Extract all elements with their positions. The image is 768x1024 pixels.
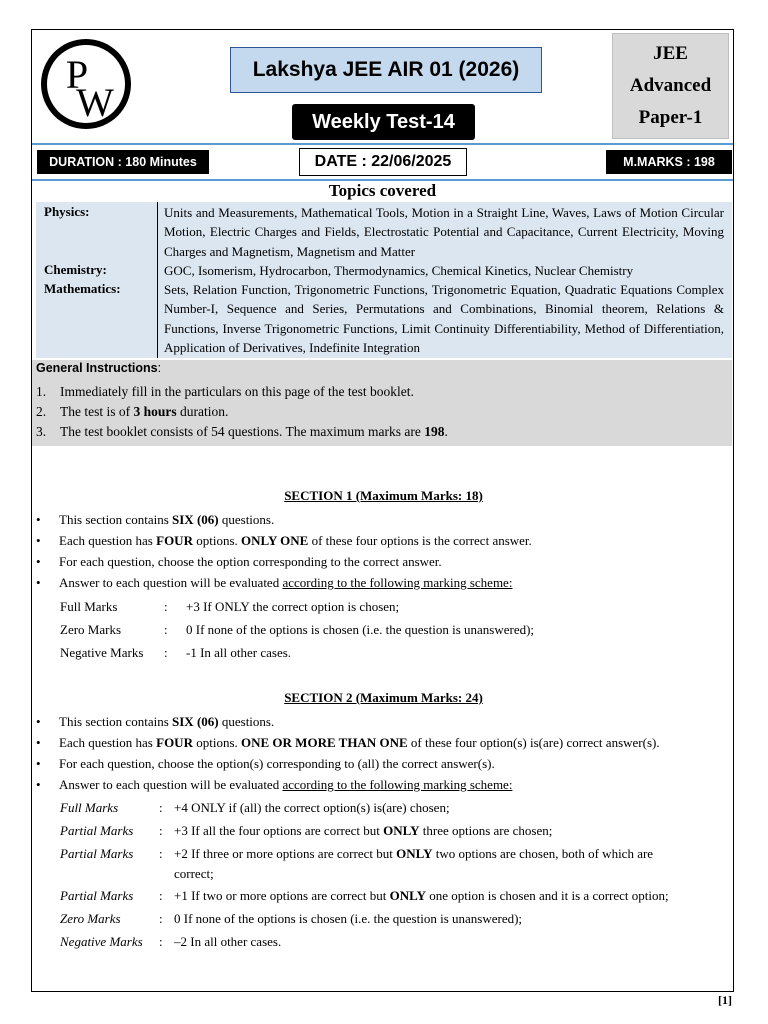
divider-top <box>32 143 733 145</box>
s1-bullet-3: • For each question, choose the option corresponding to the correct answer. <box>36 554 442 569</box>
s2-zero-label: Zero Marks <box>60 911 121 926</box>
s1-colon-2: : <box>164 622 168 637</box>
s2-colon-2: : <box>159 823 163 838</box>
s2-colon-6: : <box>159 934 163 949</box>
s1-bullet-1: • This section contains SIX (06) questions. <box>36 512 275 527</box>
s1-neg-text: -1 In all other cases. <box>186 645 292 660</box>
section1-title: SECTION 1 (Maximum Marks: 18) <box>284 488 483 503</box>
s2-partial2-text: +2 If three or more options are correct but ONLY two options are chosen, both of which are <box>174 846 654 861</box>
s2-bullet-2: • Each question has FOUR options. ONE OR MORE THAN ONE of these four option(s) is(are) correct answer(s). <box>36 735 660 750</box>
svg-text:W: W <box>76 80 114 125</box>
s1-bullet-2: • Each question has FOUR options. ONLY ONE of these four options is the correct answer. <box>36 533 532 548</box>
paper-line-3: Paper-1 <box>638 107 703 128</box>
topics-column-rule <box>157 202 158 358</box>
s1-colon-3: : <box>164 645 168 660</box>
instruction-3: 3. The test booklet consists of 54 questions. The maximum marks are 198. <box>36 424 448 439</box>
chemistry-topics: GOC, Isomerism, Hydrocarbon, Thermodynamics, Chemical Kinetics, Nuclear Chemistry <box>164 263 634 278</box>
physics-topics: Units and Measurements, Mathematical Tools, Motion in a Straight Line, Waves, Laws of Motion Circular Motion, Electric Charges and Fields, Electrostatic Potential and Capacitance, Current Electricity, Moving Charges and Magnetism, Magnetism and Matter <box>164 205 724 259</box>
test-name: Weekly Test-14 <box>292 104 475 140</box>
s1-neg-label: Negative Marks <box>60 645 144 660</box>
s1-full-label: Full Marks <box>60 599 118 614</box>
s1-colon-1: : <box>164 599 168 614</box>
s2-full-text: +4 ONLY if (all) the correct option(s) is(are) chosen; <box>174 800 450 815</box>
page-number: [1] <box>718 993 732 1007</box>
svg-text:P: P <box>65 52 89 97</box>
s2-partial1-label: Partial Marks <box>60 823 134 838</box>
section2-title: SECTION 2 (Maximum Marks: 24) <box>284 690 483 705</box>
s2-colon-1: : <box>159 800 163 815</box>
s2-partial2-label: Partial Marks <box>60 846 134 861</box>
s2-partial1-text: +3 If all the four options are correct but ONLY three options are chosen; <box>174 823 553 838</box>
s1-zero-label: Zero Marks <box>60 622 122 637</box>
mathematics-label: Mathematics: <box>44 281 121 296</box>
s2-bullet-3: • For each question, choose the option(s) corresponding to (all) the correct answer(s). <box>36 756 495 771</box>
s2-partial3-text: +1 If two or more options are correct but ONLY one option is chosen and it is a correct option; <box>174 888 669 903</box>
s2-zero-text: 0 If none of the options is chosen (i.e. the question is unanswered); <box>174 911 523 926</box>
s2-full-label: Full Marks <box>60 800 119 815</box>
instruction-2: 2. The test is of 3 hours duration. <box>36 404 229 419</box>
instruction-1: 1. Immediately fill in the particulars on this page of the test booklet. <box>36 384 414 399</box>
date-box: DATE : 22/06/2025 <box>299 148 467 176</box>
s2-colon-3: : <box>159 846 163 861</box>
s1-zero-text: 0 If none of the options is chosen (i.e. the question is unanswered); <box>186 622 535 637</box>
mathematics-topics: Sets, Relation Function, Trigonometric Functions, Trigonometric Equation, Quadratic Equations Complex Number-I, Sequence and Series, Permutations and Combinations, Binomial theorem, Relations & Functions, Inverse Trigonometric Functions, Limit Continuity Differentiability, Method of Differentiation, Application of Derivatives, Indefinite Integration <box>164 282 724 355</box>
s1-bullet-4: • Answer to each question will be evaluated according to the following marking scheme: <box>36 575 513 590</box>
s2-neg-label: Negative Marks <box>60 934 143 949</box>
duration-badge: DURATION : 180 Minutes <box>37 150 209 174</box>
physics-label: Physics: <box>44 204 90 219</box>
batch-title: Lakshya JEE AIR 01 (2026) <box>230 47 542 93</box>
s1-full-text: +3 If ONLY the correct option is chosen; <box>186 599 400 614</box>
topics-title: Topics covered <box>328 181 437 200</box>
paper-line-1: JEE <box>653 43 688 64</box>
max-marks-badge: M.MARKS : 198 <box>606 150 732 174</box>
paper-line-2: Advanced <box>629 75 712 96</box>
s2-colon-5: : <box>159 911 163 926</box>
chemistry-label: Chemistry: <box>44 262 107 277</box>
s2-neg-text: –2 In all other cases. <box>174 934 282 949</box>
s2-partial3-label: Partial Marks <box>60 888 134 903</box>
paper-box <box>612 33 729 139</box>
s2-bullet-1: • This section contains SIX (06) questions. <box>36 714 275 729</box>
general-instructions <box>32 360 732 446</box>
s2-colon-4: : <box>159 888 163 903</box>
topics-table <box>36 202 732 358</box>
pw-logo <box>40 38 132 130</box>
s2-bullet-4: • Answer to each question will be evaluated according to the following marking scheme: <box>36 777 513 792</box>
general-heading: General Instructions: <box>36 361 162 375</box>
s2-partial2-cont: correct; <box>174 866 214 881</box>
